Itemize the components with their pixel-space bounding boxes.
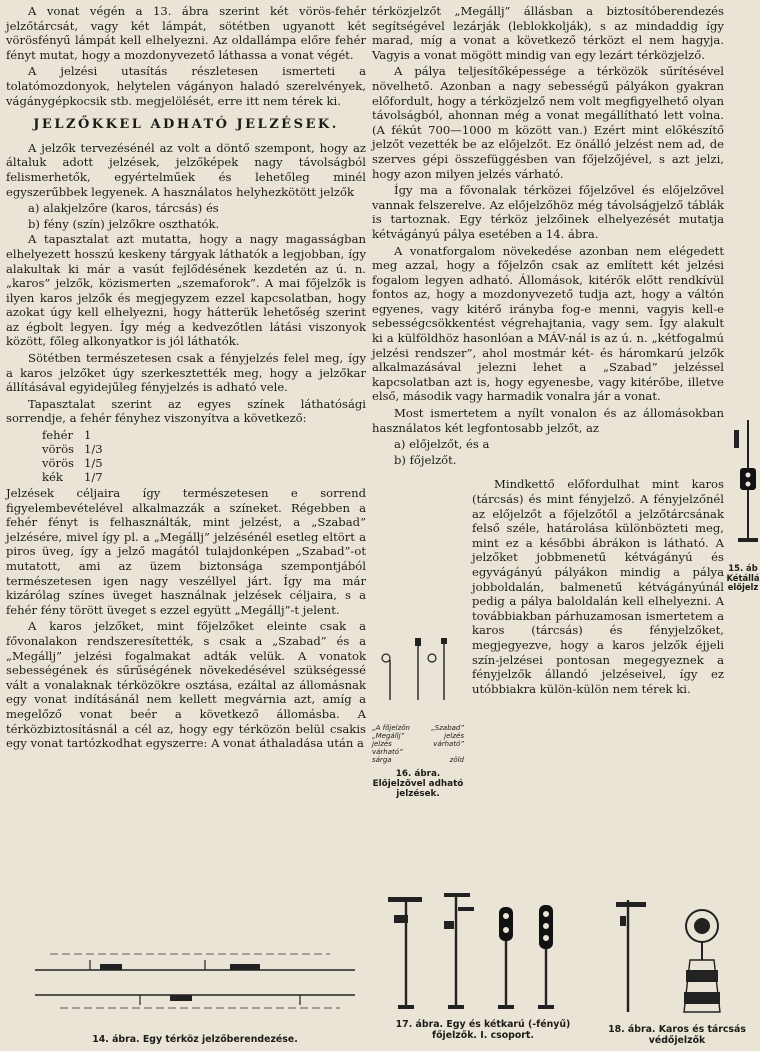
list-item-a: a) előjelzőt, és a [394,437,490,452]
color-value: 1/3 [84,442,103,457]
paragraph: A vonatforgalom növekedése azonban nem elégedett meg azzal, hogy a főjelzőn csak az említett két jelzési fogalom legyen adható. Állomások, kitérők előtt rendkívül fontos az, hogy a mozdonyvezető tudja azt, hogy a váltón egyenes, vagy kitérő irányba fog-e menni, vagyis kell-e sebességcsökkentést végrehajtania, vagy sem. Így alakult ki a külföldhöz hasonlóan a MÁV-nál is az ú. n. „kétfogalmú jelzési rendszer”, ahol mostmár két- és háromkarú jelzők alkalmazásával jelezni lehet a „Szabad” jelzéssel kapcsolatban azt is, hogy egyenesbe, vagy kitérőbe, illetve első, második vagy harmadik vonalra jár a vonat. [372,243,724,404]
color-name: vörös [42,442,75,457]
paragraph: Mindkettő előfordulhat mint karos (tárcsás) és mint fényjelző. A fényjelzőnél az előjelzőt a főjelzőtől a jelzőtárcsának felső széle, határolása különbözteti meg, mint ez a későbbi ábrákon is látható. A jelzőket jobbmenetű kétvágányú és egyvágányú pályákon mindig a pálya jobboldalán, balmenetű kétvágányúnál pedig a pálya baloldalán kell elhelyezni. A továbbiakban párhuzamosan ismertetem a karos (tárcsás) és fényjelzőket, megjegyezve, hogy a karos jelzők éjjeli szín-jelzései pontosan megegyeznek a fényjelzők állandó jelzéseivel, így ez utóbbiakra külön-külön nem térek ki. [472,477,724,696]
main-signals-drawing [378,885,588,1015]
color-name: vörös [42,456,75,471]
figure-17 [378,885,588,1041]
section-heading: JELZŐKKEL ADHATÓ JELZÉSEK. [33,117,339,133]
figure-16 [372,630,464,800]
figure-caption: 14. ábra. Egy térköz jelzőberendezése. [92,1034,298,1045]
track-diagram [30,940,360,1030]
color-visibility-table [42,428,113,484]
figure-colors [372,756,464,765]
paragraph: A jelzési utasítás részletesen ismerteti a tolatómozdonyok, helytelen vágányon haladó szerelvények, vágánygépkocsik stb. megjelölését, erre itt nem térek ki. [6,64,366,108]
paragraph: A jelzők tervezésénél az volt a döntő szempont, hogy az általuk adott jelzések, jelzőképek nagy távolságból felismerhetők, egyértelműek és lehetőleg minél egyszerűbbek legyenek. A használatos helyhezkötött jelzők [6,140,366,199]
paragraph: Jelzések céljaira így természetesen e sorrend figyelembevételével alkalmazzák a színeket. Régebben a fehér fényt is felhasználták, mint jelzést, a „Szabad” jelzésére, mivel így pl. a „Megállj” jelzésénél esetleg eltört a piros üveg, így a jelző magától tulajdonképen „Szabad”-ot mutatott, ami az üzem biztonsága szempontjából természetesen igen nagy veszéllyel járt. Így ma már kizárólag színes üveget használnak jelzések céljaira, s a fehér fény törött üveget s ezzel együtt „Megállj”-t jelent. [6,486,366,617]
paragraph: Sötétben természetesen csak a fényjelzés felel meg, így a karos jelzőket úgy szerkesztették meg, hogy a jelzőkar állításával egyidejűleg fényjelzés is adható vele. [6,351,366,395]
left-column [6,4,366,753]
paragraph: A vonat végén a 13. ábra szerint két vörös-fehér jelzőtárcsát, vagy két lámpát, sötétben ugyanott két vörösfényű lámpát kell elhelyezni. Az oldallámpa előre fehér fényt mutat, hogy a mozdonyvezető láthassa a vonat végét. [6,4,366,62]
figure-labels [372,724,464,756]
paragraph: A tapasztalat azt mutatta, hogy a nagy magasságban elhelyezett hosszú keskeny tárgyak láthatók a legjobban, így alakultak ki már a vasút fejlődésének kezdetén az ú. n. „karos” jelzők, közismerten „szemaforok”. A mai főjelzők is ilyen karos jelzők és megjegyzem ezzel kapcsolatban, hogy azokat úgy kell elhelyezni, hogy hátterük lehetőség szerint az égbolt legyen. Így még a kedvezőtlen látási viszonyok között, főleg alkonyatkor is jól láthatók. [6,232,366,349]
distant-signal-aspects [372,630,464,720]
paragraph: Így ma a fővonalak térközei főjelzővel és előjelzővel vannak felszerelve. Az előjelzőhöz még távolságjelző táblák is tartoznak. Egy térköz jelzőinek elhelyezését mutatja kétvágányú pálya esetében a 14. ábra. [372,183,724,241]
figure-caption: 17. ábra. Egy és kétkarú (-fényű) főjelzők. I. csoport. [395,1019,571,1041]
table-row [42,442,113,456]
table-row [42,428,113,442]
color-value: 1 [84,428,92,443]
list-item-b: b) fény (szín) jelzőkre oszthatók. [28,216,220,231]
label-right: „Szabad” jelzés várható” [431,724,464,748]
figure-14 [30,940,360,1045]
color-name: fehér [42,428,74,443]
table-row [42,456,113,470]
distant-signal-drawing [726,420,760,560]
paragraph: térközjelzőt „Megállj” állásban a biztosítóberendezés segítségével lezárják (leblokkolják), s az mindaddig így marad, míg a vonat a következő térközt el nem hagyja. Vagyis a vonat mögött mindig van egy lezárt térközjelző. [372,4,724,62]
color-label-right: zöld [449,756,464,764]
paragraph: Tapasztalat szerint az egyes színek láthatósági sorrendje, a fehér fényhez viszonyítva a következő: [6,396,366,426]
color-value: 1/5 [84,456,103,471]
figure-18 [598,890,756,1046]
table-row [42,470,113,484]
list-item-b: b) főjelzőt. [394,452,457,467]
protective-signals-drawing [598,890,756,1020]
paragraph: A karos jelzőket, mint főjelzőket eleinte csak a fővonalakon rendszeresítették, s csak a „Szabad” és a „Megállj” jelzési fogalmakat adták velük. A vonatok sebességének és sűrűségének növekedésével szükségessé vált a vonalaknak térközökre osztása, ezáltal az állomásnak egy vonat indításánál nem kellett megvárnia azt, amíg a megelőző vonat beér a következő állomásba. A térközbiztosításnál a cél az, hogy egy térközön belül csakis egy vonat tartózkodhat egyszerre: A vonat áthaladása után a [6,619,366,751]
list-item-a: a) alakjelzőre (karos, tárcsás) és [28,201,219,216]
figure-caption: 16. ábra. Előjelzővel adható jelzések. [372,769,464,800]
color-value: 1/7 [84,470,103,485]
label-left: „A főjelzőn „Megállj” jelzés várható” [372,724,410,756]
paragraph: A pálya teljesítőképessége a térközök sűrítésével növelhető. Azonban a nagy sebességű pályákon gyakran előfordult, hogy a térközjelző nem volt megfigyelhető olyan távolságból, ahonnan még a vonat megállítható lett volna. (A fékút 700—1000 m között van.) Ezért mint előkészítő jelzőt vezették be az előjelzőt. Ez önálló jelzést nem ad, de szerves gépi összefüggésben van főjelzőjével, s azt jelzi, hogy azon milyen jelzés várható. [372,64,724,181]
color-name: kék [42,470,63,485]
color-label-left: sárga [372,756,392,764]
figure-caption: 15. áb Kétállá előjelz [726,563,760,592]
paragraph: Most ismertetem a nyílt vonalon és az állomásokban használatos két legfontosabb jelzőt, az [372,406,724,435]
figure-caption: 18. ábra. Karos és tárcsás védőjelzők [608,1024,746,1046]
right-column [372,4,724,698]
figure-15 [726,420,760,593]
